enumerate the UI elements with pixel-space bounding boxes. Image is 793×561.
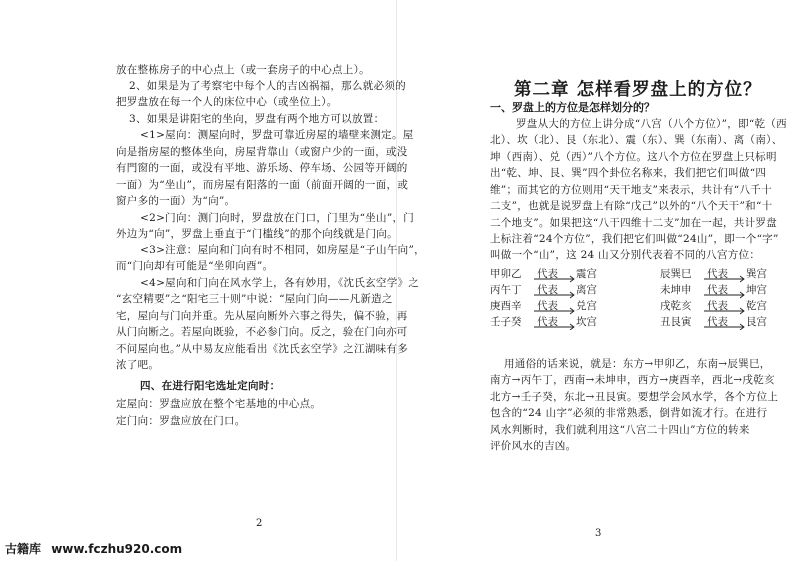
represents-cell: 代表 [537,268,558,280]
body-line: 维”；而其它的方位则用“天干地支”来表示，共计有“八千十 [490,184,772,196]
body-line: 而“门向却有可能是“坐卯向酉”。 [116,260,274,272]
palace-cell: 坤宫 [746,284,767,296]
body-line: 叫做一个“山”，这 24 山又分别代表着不同的八宫方位： [490,249,761,261]
body-line: 一面）为“坐山”，而房屋有阳落的一面（前面开阔的一面，或 [116,179,409,191]
palace-cell: 震宫 [576,268,597,280]
stems-cell: 未坤申 [660,284,692,296]
palace-cell: 艮宫 [746,316,767,328]
stems-cell: 甲卯乙 [490,268,522,280]
body-line: 把罗盘放在每一个人的床位中心（或坐位上）。 [116,96,338,108]
body-line: 浓了吧。 [116,359,160,371]
body-line: 从门向断之。若屋向既验，不必参门向。反之，验在门向亦可 [116,326,408,338]
body-line: 定门向：罗盘应放在门口。 [116,415,246,427]
body-line: 坤（西南）、兑（西）”八个方位。这八个方位在罗盘上只标明 [490,151,777,163]
stems-cell: 戌乾亥 [660,300,692,312]
right-page [397,0,793,561]
represents-cell: 代表 [707,284,728,296]
section-heading: 四、在进行阳宅选址定向时： [140,380,281,392]
body-line: “玄空精要”之“阳宅三十则”中说：“屋向门向——凡新造之 [116,293,393,305]
stems-cell: 庚酉辛 [490,300,522,312]
body-line: 二支”，也就是说罗盘上有除“戊己”以外的“八个天干”和“十 [490,200,773,212]
represents-cell: 代表 [537,316,558,328]
body-line: 窗户多的一面）为“向”。 [116,195,236,207]
section-title: 一、罗盘上的方位是怎样划分的？ [490,101,655,114]
body-line: 风水判断时，我们就利用这“八宫二十四山”方位的转来 [490,424,750,436]
site-name: 古籍库 [5,542,42,556]
palace-table-left [490,266,630,330]
body-line: 宅，屋向与门向并重。先从屋向断外六事之得失，偏不验，再 [116,310,408,322]
body-line: <3>注意：屋向和门向有时不相同，如房屋是“子山午向”， [140,244,425,256]
palace-cell: 兑宫 [576,300,597,312]
palace-table-right [660,266,793,330]
body-line: 北）、坎（北）、艮（东北）、震（东）、巽（东南）、离（南）、 [490,134,783,146]
represents-cell: 代表 [707,300,728,312]
body-line: 包含的“24 山字”必须的非常熟悉，倒背如流才行。在进行 [490,407,768,419]
body-line: 3、如果是讲阳宅的坐向，罗盘有两个地方可以放置： [129,113,385,125]
stems-cell: 丑艮寅 [660,316,692,328]
body-line: 南方→丙午丁，西南→未坤申，西方→庚酉辛，西北→戌乾亥 [490,374,775,386]
page-number: 2 [256,518,263,529]
represents-cell: 代表 [707,316,728,328]
body-line: 上标注着“24个方位”，我们把它们叫做“24山”，即一个“字” [490,233,779,245]
body-line: 外边为“向”，罗盘上垂直于“门槛线”的那个向线就是门向。 [116,228,398,240]
arrow-lines [490,266,630,330]
body-line: 北方→壬子癸，东北→丑艮寅。要想学会风水学，各个方位上 [490,391,779,403]
body-line: 用通俗的话来说，就是：东方→甲卯乙，东南→辰巽巳， [504,358,771,370]
represents-cell: 代表 [537,300,558,312]
body-line: <4>屋向和门向在风水学上，各有妙用，《沈氏玄空学》之 [140,277,420,289]
body-line: <1>屋向：测屋向时，罗盘可靠近房屋的墙壁来测定。屋 [140,129,414,141]
palace-cell: 乾宫 [746,300,767,312]
stems-cell: 丙午丁 [490,284,522,296]
body-line: 不问屋向也。”从中易友应能看出《沈氏玄空学》之江湖味有多 [116,343,409,355]
body-line: 有門窗的一面，或没有平地、游乐场、停车场、公园等开阔的 [116,162,408,174]
body-line: 出“乾、坤、艮、巽”四个卦位名称来，我们把它们叫做“四 [490,167,767,179]
palace-cell: 坎宫 [576,316,597,328]
body-line: 放在整栋房子的中心点上（或一套房子的中心点上）。 [116,64,370,76]
body-line: <2>门向：测门向时，罗盘放在门口，门里为“坐山”，门 [140,212,415,224]
body-line: 罗盘从大的方位上讲分成“八宫（八个方位）”，即“乾（西 [516,118,787,130]
stems-cell: 辰巽巳 [660,268,692,280]
page-number: 3 [595,528,602,539]
stems-cell: 壬子癸 [490,316,522,328]
body-line: 评价风水的吉凶。 [490,440,577,452]
chapter-title: 第二章 怎样看罗盘上的方位？ [514,80,762,100]
arrow-lines [660,266,790,330]
site-url: www.fczhu920.com [51,542,183,556]
site-watermark [5,540,182,557]
body-line: 定屋向：罗盘应放在整个宅基地的中心点。 [116,398,322,410]
represents-cell: 代表 [537,284,558,296]
palace-cell: 离宫 [576,284,597,296]
body-line: 二个地支”。如果把这“八干四维十二支”加在一起，共计罗盘 [490,217,778,229]
body-line: 2、如果是为了考察宅中每个人的吉凶祸福，那么就必须的 [129,80,406,92]
palace-cell: 巽宫 [746,268,767,280]
body-line: 向是指房屋的整体坐向，房屋背靠山（或窗户少的一面，或没 [116,146,408,158]
represents-cell: 代表 [707,268,728,280]
